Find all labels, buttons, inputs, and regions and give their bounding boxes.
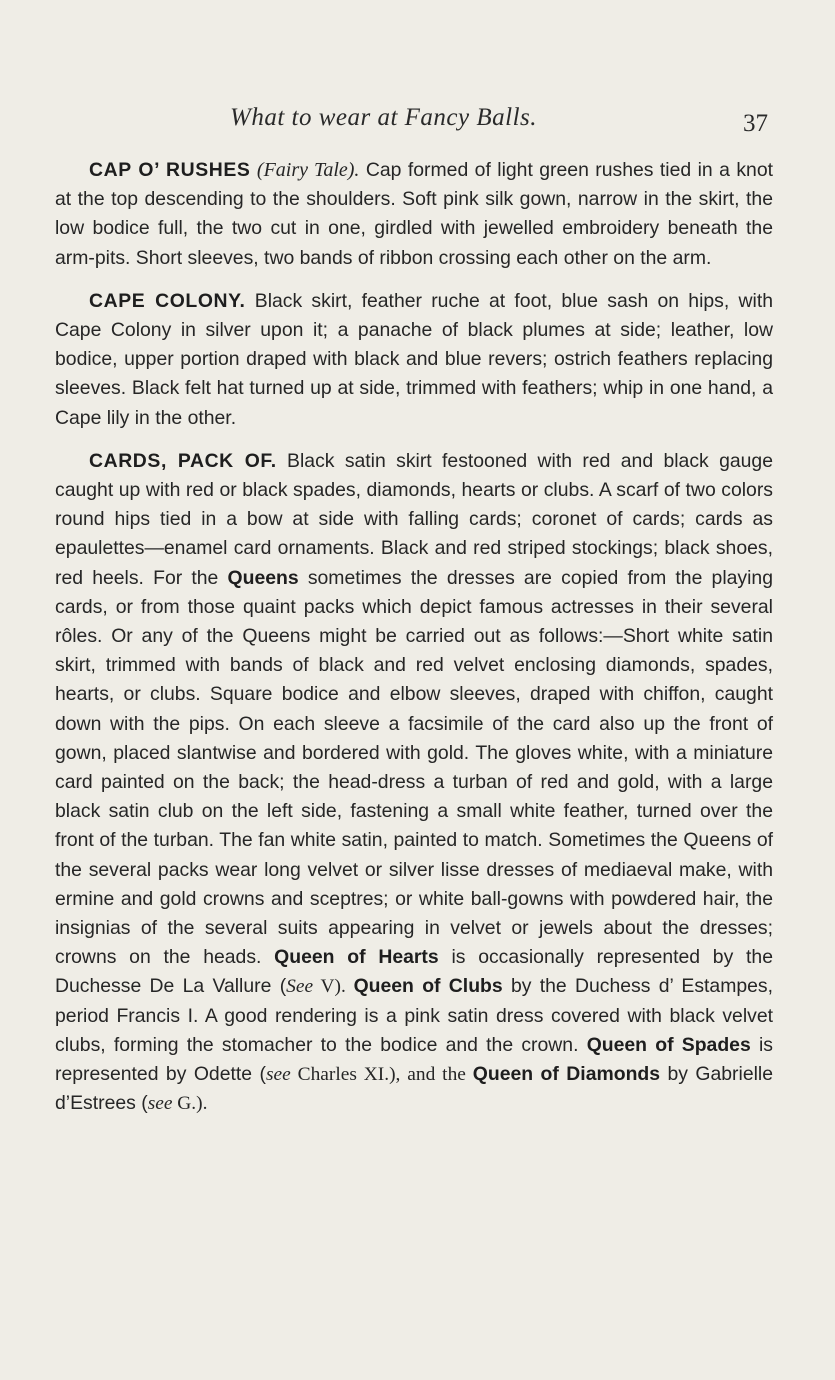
term-queen-of-spades: Queen of Spades bbox=[586, 1033, 751, 1056]
page-number: 37 bbox=[743, 110, 768, 137]
see-reference: see bbox=[147, 1093, 173, 1115]
see-reference: see bbox=[265, 1064, 291, 1086]
term-queen-of-clubs: Queen of Clubs bbox=[353, 975, 503, 998]
entry-text: Black satin skirt festooned with red and black gauge caught up with red or black spades, diamonds, hearts or clubs. A scarf of two colors round hips tied in a bow at side with falling cards; coronet of cards; cards as epaulettes—enamel card ornaments. Black and red striped stockings; black shoes, red heels. For the bbox=[55, 449, 773, 589]
entry-text: Black skirt, feather ruche at foot, blue sash on hips, with Cape Colony in silver upon it; a panache of black plumes at side; leather, low bodice, upper portion draped with black and blue revers; ostrich feathers replacing sleeves. Black felt hat turned up at side, trimmed with feathers; whip in one hand, a Cape lily in the other. bbox=[55, 289, 773, 429]
entry-text: by Gabrielle d’Estrees ( bbox=[55, 1063, 774, 1115]
entry-text: Cap formed of light green rushes tied in a knot at the top descending to the shoulders. Soft pink silk gown, narrow in the skirt, the low bodice full, the two cut in one, girdled with jewelled embroidery beneath the arm-pits. Short sleeves, two bands of ribbon crossing each other on the arm. bbox=[55, 159, 774, 269]
headword: CARDS, PACK OF. bbox=[89, 449, 277, 472]
entry-text: is occasionally represented by the Duchesse De La Vallure ( bbox=[55, 946, 773, 998]
running-title: What to wear at Fancy Balls. bbox=[230, 104, 538, 131]
entry-text: is represented by Odette ( bbox=[55, 1033, 773, 1086]
term-queens: Queens bbox=[227, 566, 299, 589]
entry-cards-pack-of bbox=[55, 447, 773, 1119]
term-queen-of-hearts: Queen of Hearts bbox=[274, 946, 439, 969]
term-queen-of-diamonds: Queen of Diamonds bbox=[472, 1063, 661, 1086]
headword: CAP O’ RUSHES bbox=[89, 159, 251, 181]
entry-text: by the Duchess d’ Estampes, period Francis I. A good rendering is a pink satin dress covered with black velvet clubs, forming the stomacher to the bodice and the crown. bbox=[55, 975, 774, 1056]
body-text bbox=[55, 156, 773, 1133]
running-head bbox=[0, 104, 835, 144]
entry-subtitle: (Fairy Tale). bbox=[256, 159, 360, 181]
see-reference: See bbox=[286, 976, 314, 998]
entry-cap-o-rushes bbox=[55, 156, 773, 273]
headword: CAPE COLONY. bbox=[89, 289, 246, 312]
entry-text: Charles XI.), and the bbox=[290, 1064, 473, 1086]
entry-text: G.). bbox=[172, 1093, 208, 1115]
entry-text: V). bbox=[313, 976, 354, 998]
entry-cape-colony bbox=[55, 287, 773, 433]
entry-text: sometimes the dresses are copied from the playing cards, or from those quaint packs which depict famous actresses in their several rôles. Or any of the Queens might be carried out as follows:—Short white satin skirt, trimmed with bands of black and red velvet enclosing diamonds, spades, hearts, or clubs. Square bodice and elbow sleeves, draped with chiffon, caught down with the pips. On each sleeve a facsimile of the card also up the front of gown, placed slantwise and bordered with gold. The gloves white, with a miniature card painted on the back; the head-dress a turban of red and gold, with a large black satin club on the left side, fastening a small white feather, turned over the front of the turban. The fan white satin, painted to match. Sometimes the Queens of the several packs wear long velvet or silver lisse dresses of mediaeval make, with ermine and gold crowns and sceptres; or white ball-gowns with powdered hair, the insignias of the several suits appearing in velvet or jewels about the dresses; crowns on the heads. bbox=[55, 566, 773, 969]
